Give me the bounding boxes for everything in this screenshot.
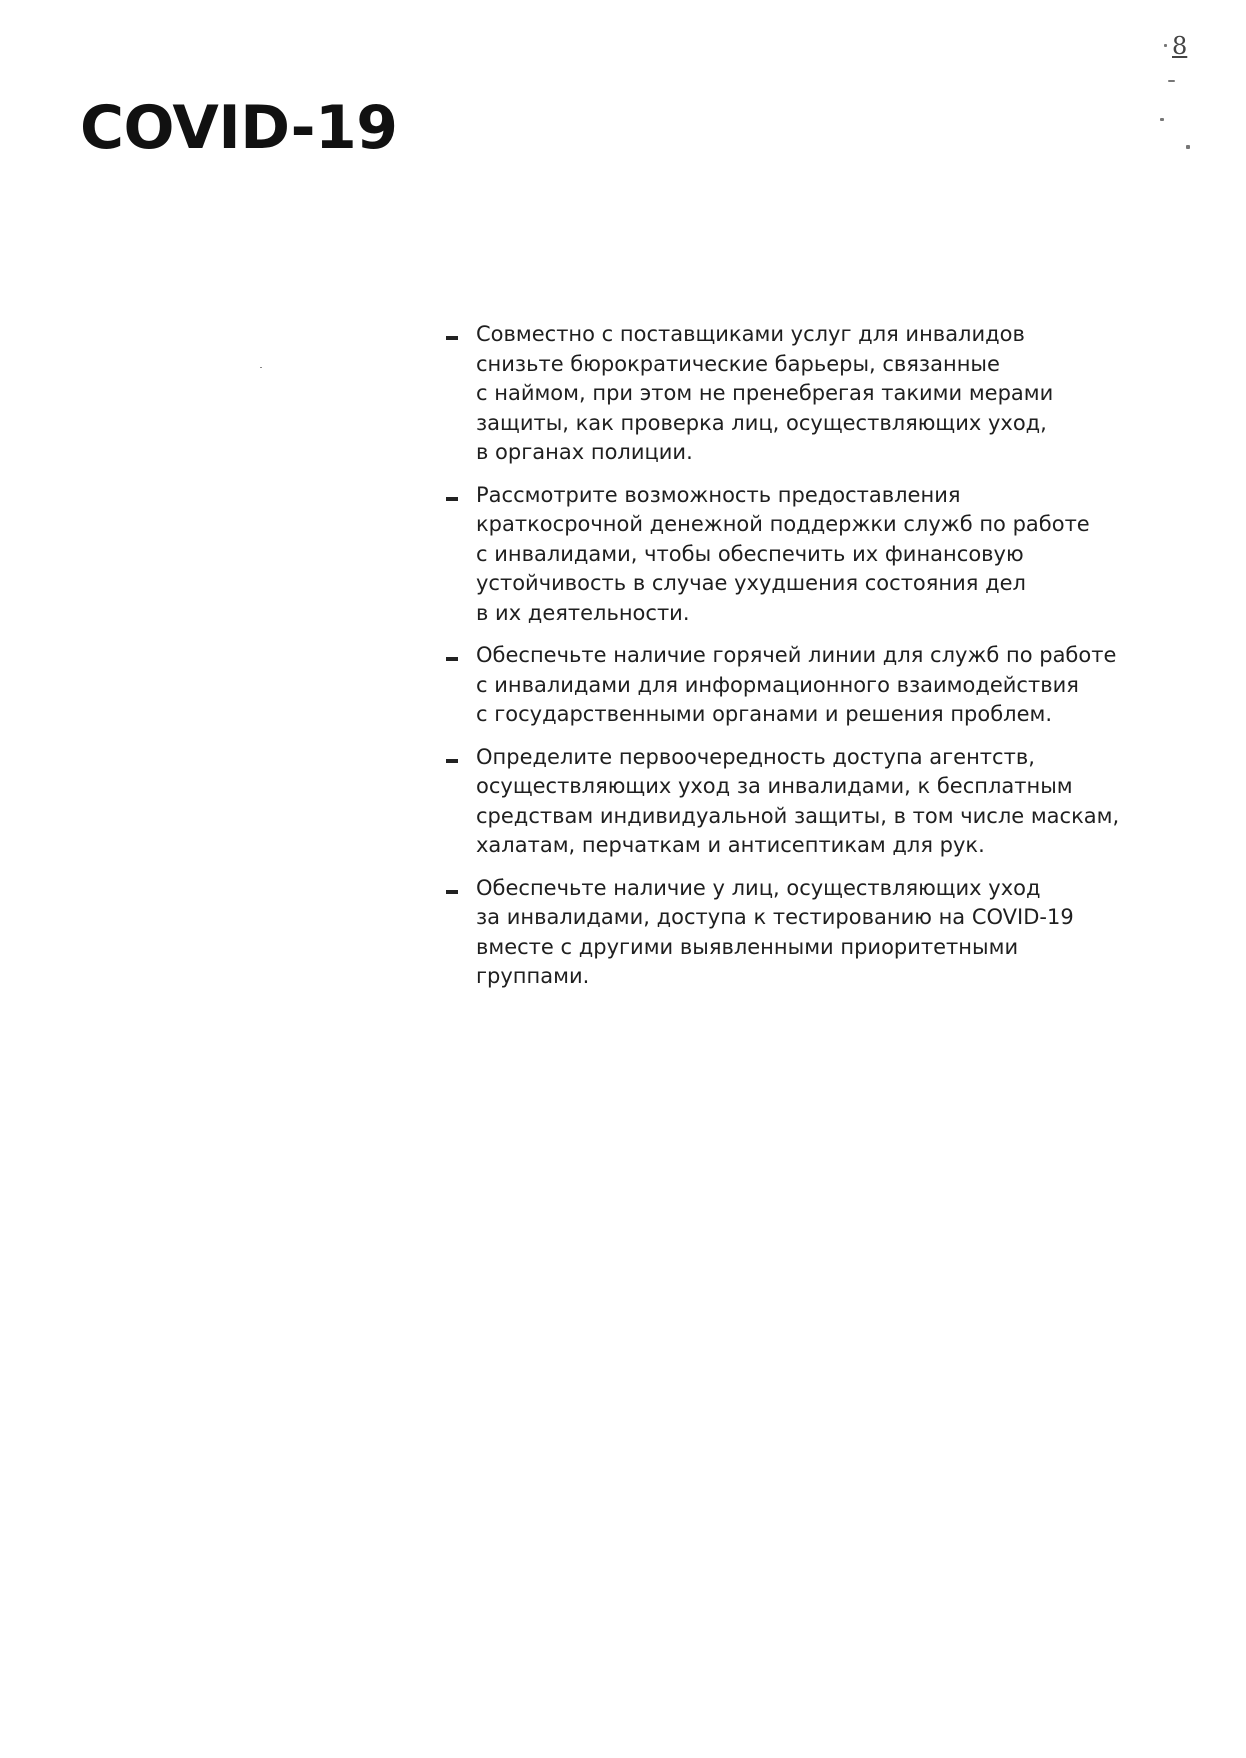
list-item-text: Обеспечьте наличие у лиц, осуществляющих уход за инвалидами, доступа к тестированию на COVID-19 вместе с другими выявленными приоритетными группами. [476, 875, 1074, 988]
dash-bullet-icon [446, 497, 458, 501]
handwritten-page-mark: 8 [1172, 32, 1188, 60]
list-item [446, 641, 1166, 730]
list-item-text: Совместно с поставщиками услуг для инвалидов снизьте бюрократические барьеры, связанные с наймом, при этом не пренебрегая такими мерами защиты, как проверка лиц, осуществляющих уход, в органах полиции. [476, 322, 1054, 464]
page-title: COVID-19 [80, 93, 398, 163]
dash-bullet-icon [446, 336, 458, 340]
dash-bullet-icon [446, 759, 458, 763]
list-item [446, 481, 1166, 629]
scan-speck [1160, 118, 1164, 121]
list-item-text: Рассмотрите возможность предоставления краткосрочной денежной поддержки служб по работе с инвалидами, чтобы обеспечить их финансовую устойчивость в случае ухудшения состояния дел в их деятельности. [476, 482, 1090, 625]
scan-speck [260, 367, 262, 368]
list-item [446, 320, 1166, 468]
dash-bullet-icon [446, 890, 458, 894]
dash-bullet-icon [446, 657, 458, 661]
recommendation-list [446, 320, 1166, 1005]
scan-speck [1186, 145, 1190, 149]
list-item-text: Обеспечьте наличие горячей линии для служб по работе с инвалидами для информационного взаимодействия с государственными органами и решения проблем. [476, 643, 1117, 726]
list-item [446, 743, 1166, 861]
list-item [446, 874, 1166, 992]
scan-speck [1168, 80, 1175, 82]
list-item-text: Определите первоочередность доступа агентств, осуществляющих уход за инвалидами, к бесплатным средствам индивидуальной защиты, в том числе маскам, халатам, перчаткам и антисептикам для рук. [476, 744, 1120, 857]
scan-speck [1164, 44, 1167, 47]
